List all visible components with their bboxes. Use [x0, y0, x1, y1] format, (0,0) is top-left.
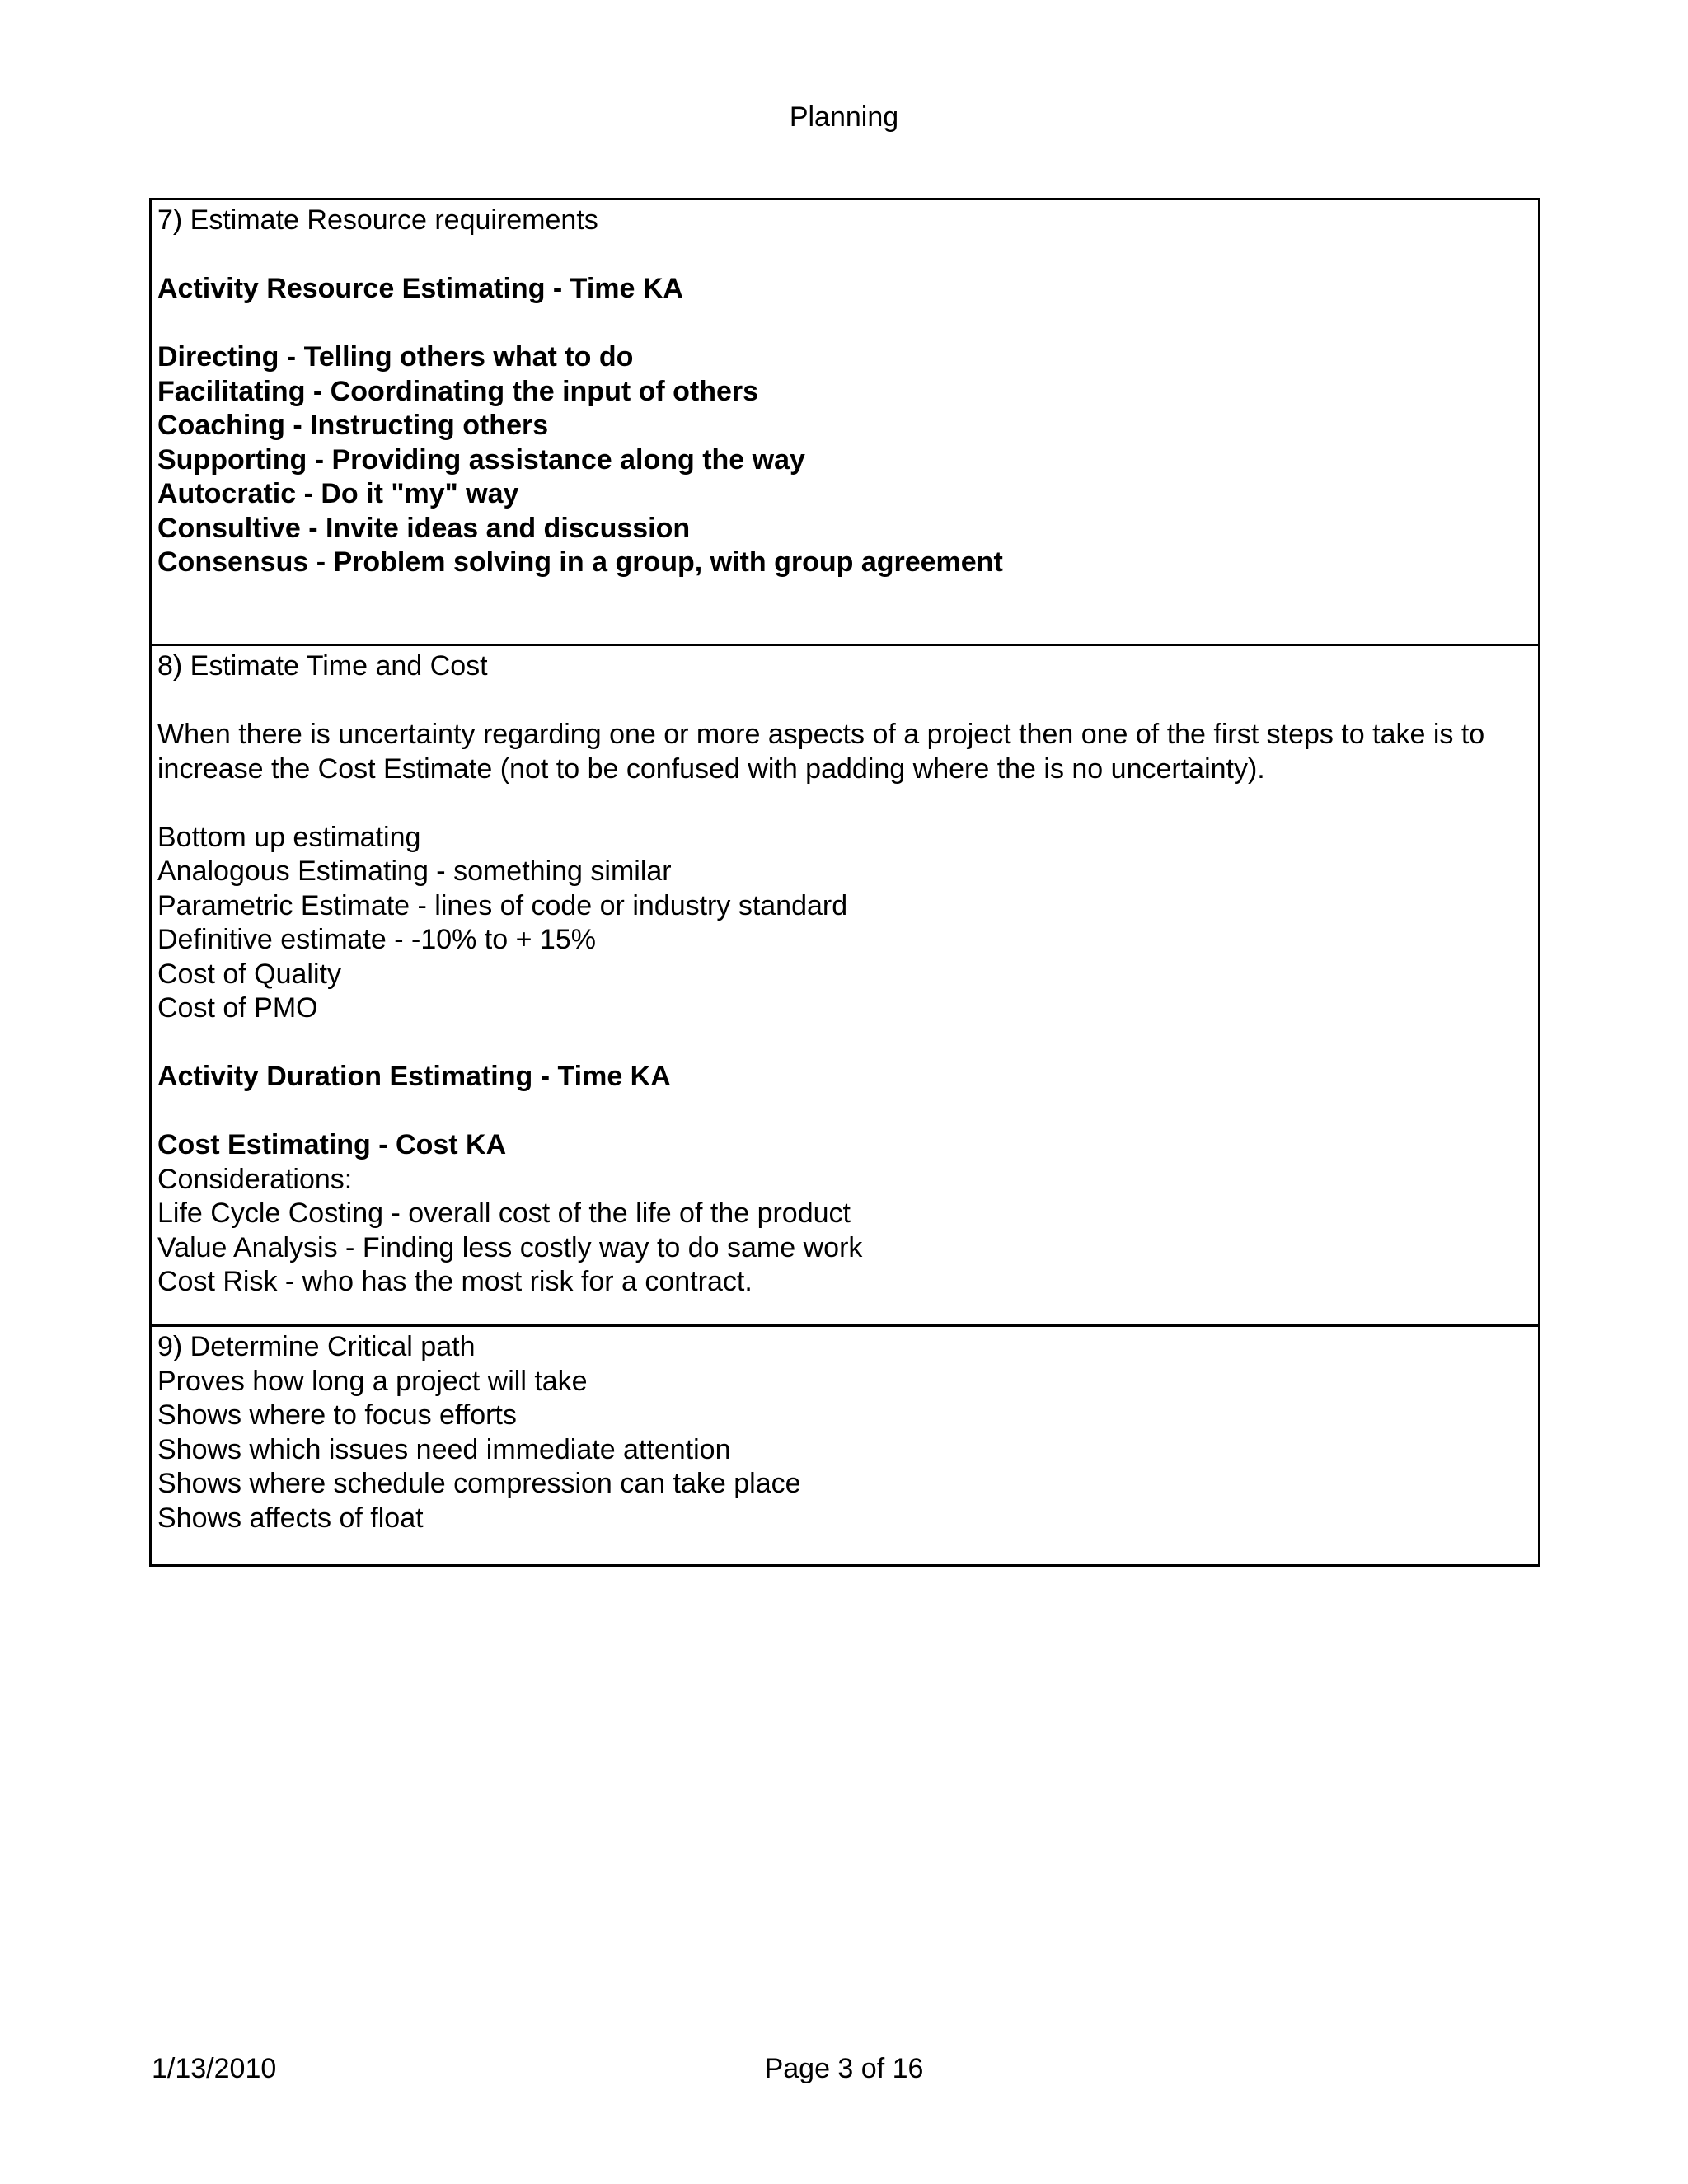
style-item: Consultive - Invite ideas and discussion: [157, 512, 691, 544]
planning-table: [149, 198, 1540, 1567]
section-8-paragraph-line: increase the Cost Estimate (not to be confused with padding where the is no uncertainty).: [157, 752, 1265, 785]
section-7-cell: [152, 200, 1538, 644]
style-item: Autocratic - Do it "my" way: [157, 478, 519, 509]
footer-date: 1/13/2010: [152, 2053, 277, 2084]
duration-heading: Activity Duration Estimating - Time KA: [157, 1061, 671, 1092]
estimate-item: Analogous Estimating - something similar: [157, 855, 672, 887]
section-8-heading: 8) Estimate Time and Cost: [157, 650, 488, 682]
consideration-item: Value Analysis - Finding less costly way to do same work: [157, 1231, 863, 1263]
considerations-label: Considerations:: [157, 1163, 353, 1195]
spacer: [157, 307, 1533, 341]
estimate-item: Bottom up estimating: [157, 821, 421, 853]
section-8-paragraph-line: When there is uncertainty regarding one or more aspects of a project then one of the first steps to take is to: [157, 719, 1485, 750]
spacer: [157, 238, 1533, 273]
estimate-item: Cost of Quality: [157, 958, 341, 990]
style-item: Coaching - Instructing others: [157, 410, 549, 441]
section-9-cell: [152, 1324, 1538, 1564]
estimate-item: Cost of PMO: [157, 992, 318, 1024]
spacer: [157, 786, 1533, 821]
critical-path-item: Proves how long a project will take: [157, 1365, 588, 1397]
consideration-item: Cost Risk - who has the most risk for a contract.: [157, 1266, 753, 1297]
critical-path-item: Shows affects of float: [157, 1502, 424, 1534]
style-item: Supporting - Providing assistance along the way: [157, 443, 805, 476]
consideration-item: Life Cycle Costing - overall cost of the life of the product: [157, 1197, 851, 1229]
section-8-cell: [152, 644, 1538, 1324]
style-item: Consensus - Problem solving in a group, with group agreement: [157, 546, 1003, 578]
style-item: Facilitating - Coordinating the input of others: [157, 375, 759, 407]
estimate-item: Definitive estimate - -10% to + 15%: [157, 924, 596, 955]
critical-path-item: Shows which issues need immediate attention: [157, 1433, 731, 1465]
footer-page-number: Page 3 of 16: [764, 2053, 924, 2084]
style-item: Directing - Telling others what to do: [157, 341, 634, 373]
spacer: [157, 1026, 1533, 1061]
page-title: Planning: [789, 101, 899, 133]
critical-path-item: Shows where schedule compression can take place: [157, 1468, 801, 1499]
critical-path-item: Shows where to focus efforts: [157, 1399, 517, 1431]
spacer: [157, 684, 1533, 719]
estimate-item: Parametric Estimate - lines of code or industry standard: [157, 889, 848, 921]
spacer: [157, 1094, 1533, 1129]
section-9-heading: 9) Determine Critical path: [157, 1331, 476, 1362]
section-7-heading: 7) Estimate Resource requirements: [157, 204, 598, 236]
section-7-subheading: Activity Resource Estimating - Time KA: [157, 273, 683, 304]
cost-heading: Cost Estimating - Cost KA: [157, 1129, 507, 1160]
